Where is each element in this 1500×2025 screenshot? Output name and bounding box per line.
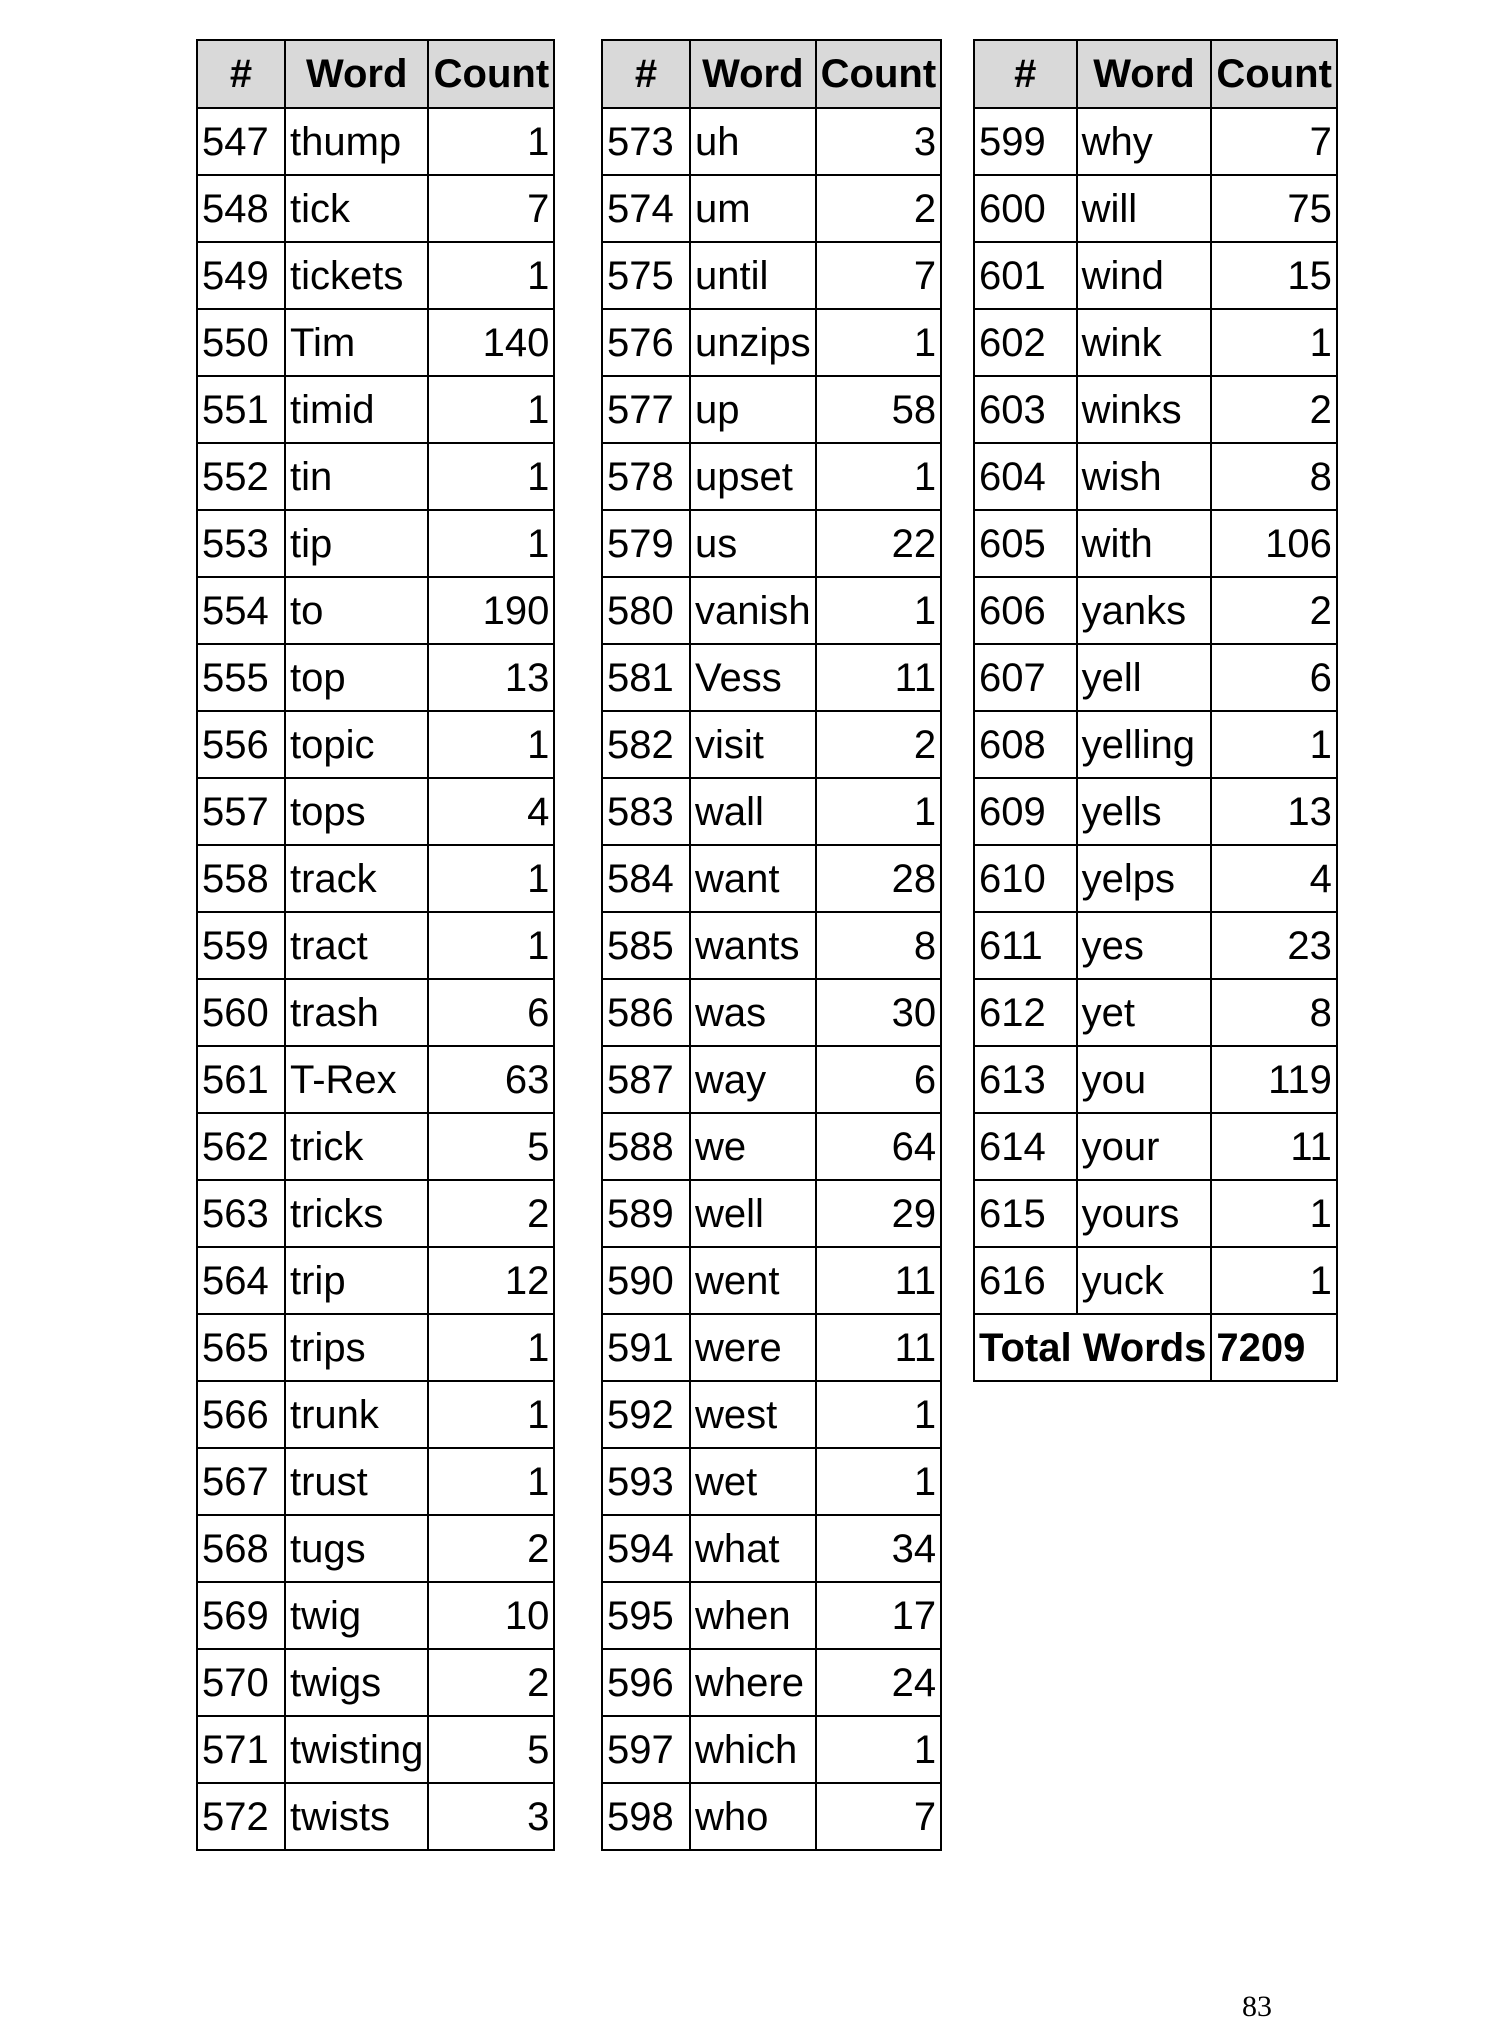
table-row (602, 443, 941, 510)
row-number: 590 (602, 1247, 690, 1314)
row-word: wind (1077, 242, 1212, 309)
row-word: were (690, 1314, 816, 1381)
row-word: trust (285, 1448, 428, 1515)
row-word: trunk (285, 1381, 428, 1448)
row-count: 1 (1211, 309, 1337, 376)
row-word: upset (690, 443, 816, 510)
table-row (974, 510, 1337, 577)
row-number: 608 (974, 711, 1077, 778)
row-number: 550 (197, 309, 285, 376)
total-value: 7209 (1211, 1314, 1337, 1381)
table-row (602, 1783, 941, 1850)
row-count: 11 (1211, 1113, 1337, 1180)
row-number: 555 (197, 644, 285, 711)
row-number: 594 (602, 1515, 690, 1582)
row-word: tickets (285, 242, 428, 309)
row-word: will (1077, 175, 1212, 242)
row-word: uh (690, 108, 816, 175)
row-count: 119 (1211, 1046, 1337, 1113)
row-word: top (285, 644, 428, 711)
row-count: 23 (1211, 912, 1337, 979)
row-word: tick (285, 175, 428, 242)
row-word: wink (1077, 309, 1212, 376)
row-count: 5 (428, 1113, 554, 1180)
row-word: trips (285, 1314, 428, 1381)
row-word: wish (1077, 443, 1212, 510)
table-row (602, 376, 941, 443)
row-number: 553 (197, 510, 285, 577)
row-word: which (690, 1716, 816, 1783)
row-count: 1 (428, 1448, 554, 1515)
row-count: 1 (428, 711, 554, 778)
row-word: Vess (690, 644, 816, 711)
table-row (197, 1180, 554, 1247)
table-header-row (197, 40, 554, 108)
row-word: yells (1077, 778, 1212, 845)
row-count: 10 (428, 1582, 554, 1649)
row-number: 584 (602, 845, 690, 912)
row-count: 2 (428, 1515, 554, 1582)
table-row (974, 376, 1337, 443)
row-word: twigs (285, 1649, 428, 1716)
row-word: unzips (690, 309, 816, 376)
row-count: 5 (428, 1716, 554, 1783)
table-row (602, 1046, 941, 1113)
row-count: 1 (816, 309, 942, 376)
table-row (602, 845, 941, 912)
row-word: track (285, 845, 428, 912)
row-number: 549 (197, 242, 285, 309)
row-number: 595 (602, 1582, 690, 1649)
row-number: 613 (974, 1046, 1077, 1113)
row-word: winks (1077, 376, 1212, 443)
total-label: Total Words (974, 1314, 1211, 1381)
row-number: 602 (974, 309, 1077, 376)
row-number: 588 (602, 1113, 690, 1180)
row-number: 586 (602, 979, 690, 1046)
table-row (974, 108, 1337, 175)
row-count: 106 (1211, 510, 1337, 577)
row-number: 593 (602, 1448, 690, 1515)
row-number: 591 (602, 1314, 690, 1381)
row-word: way (690, 1046, 816, 1113)
table-row (602, 175, 941, 242)
row-count: 34 (816, 1515, 942, 1582)
row-count: 6 (428, 979, 554, 1046)
row-word: your (1077, 1113, 1212, 1180)
row-number: 567 (197, 1448, 285, 1515)
row-count: 2 (1211, 376, 1337, 443)
row-count: 8 (1211, 979, 1337, 1046)
header-word: Word (285, 40, 428, 108)
row-count: 2 (428, 1649, 554, 1716)
row-word: yuck (1077, 1247, 1212, 1314)
row-count: 13 (1211, 778, 1337, 845)
table-row (602, 1716, 941, 1783)
row-count: 1 (816, 1381, 942, 1448)
row-count: 28 (816, 845, 942, 912)
table-row (197, 845, 554, 912)
row-number: 577 (602, 376, 690, 443)
row-count: 3 (428, 1783, 554, 1850)
row-count: 140 (428, 309, 554, 376)
row-number: 573 (602, 108, 690, 175)
table-row (197, 108, 554, 175)
row-word: until (690, 242, 816, 309)
row-count: 1 (428, 242, 554, 309)
row-word: twig (285, 1582, 428, 1649)
row-number: 551 (197, 376, 285, 443)
row-word: where (690, 1649, 816, 1716)
table-row (197, 979, 554, 1046)
row-count: 1 (816, 577, 942, 644)
row-number: 560 (197, 979, 285, 1046)
table-row (602, 1247, 941, 1314)
row-word: who (690, 1783, 816, 1850)
row-word: to (285, 577, 428, 644)
row-word: with (1077, 510, 1212, 577)
row-count: 12 (428, 1247, 554, 1314)
row-count: 11 (816, 644, 942, 711)
row-word: thump (285, 108, 428, 175)
row-count: 1 (1211, 711, 1337, 778)
row-count: 22 (816, 510, 942, 577)
row-number: 592 (602, 1381, 690, 1448)
row-count: 1 (428, 1381, 554, 1448)
row-count: 17 (816, 1582, 942, 1649)
row-number: 561 (197, 1046, 285, 1113)
table-row (197, 1113, 554, 1180)
table-row (602, 1515, 941, 1582)
row-word: you (1077, 1046, 1212, 1113)
row-number: 582 (602, 711, 690, 778)
table-row (197, 1582, 554, 1649)
row-count: 30 (816, 979, 942, 1046)
row-number: 572 (197, 1783, 285, 1850)
row-number: 604 (974, 443, 1077, 510)
row-count: 1 (428, 443, 554, 510)
row-count: 1 (816, 443, 942, 510)
table-row (974, 778, 1337, 845)
header-number: # (602, 40, 690, 108)
table-row (197, 644, 554, 711)
table-row (602, 510, 941, 577)
row-word: timid (285, 376, 428, 443)
word-count-table-2 (601, 39, 942, 1851)
row-word: up (690, 376, 816, 443)
row-count: 63 (428, 1046, 554, 1113)
table-row (974, 845, 1337, 912)
header-number: # (974, 40, 1077, 108)
word-count-table-3 (973, 39, 1338, 1382)
row-word: went (690, 1247, 816, 1314)
row-word: yes (1077, 912, 1212, 979)
word-count-table-1 (196, 39, 555, 1851)
row-word: yelps (1077, 845, 1212, 912)
row-word: was (690, 979, 816, 1046)
row-count: 1 (428, 376, 554, 443)
row-number: 554 (197, 577, 285, 644)
row-number: 607 (974, 644, 1077, 711)
row-number: 597 (602, 1716, 690, 1783)
row-word: why (1077, 108, 1212, 175)
row-number: 563 (197, 1180, 285, 1247)
row-number: 547 (197, 108, 285, 175)
row-number: 571 (197, 1716, 285, 1783)
row-number: 615 (974, 1180, 1077, 1247)
row-count: 1 (428, 108, 554, 175)
table-row (197, 376, 554, 443)
row-count: 3 (816, 108, 942, 175)
table-row (974, 1113, 1337, 1180)
row-word: wall (690, 778, 816, 845)
table-row (197, 1783, 554, 1850)
total-row (974, 1314, 1337, 1381)
table-row (602, 979, 941, 1046)
row-word: yelling (1077, 711, 1212, 778)
row-word: wet (690, 1448, 816, 1515)
row-word: tricks (285, 1180, 428, 1247)
row-number: 564 (197, 1247, 285, 1314)
row-number: 589 (602, 1180, 690, 1247)
row-word: yet (1077, 979, 1212, 1046)
row-word: Tim (285, 309, 428, 376)
row-number: 585 (602, 912, 690, 979)
row-word: vanish (690, 577, 816, 644)
table-row (197, 577, 554, 644)
table-row (974, 1046, 1337, 1113)
table-row (197, 711, 554, 778)
row-count: 7 (428, 175, 554, 242)
table-row (197, 443, 554, 510)
row-number: 548 (197, 175, 285, 242)
row-count: 1 (816, 1716, 942, 1783)
row-number: 557 (197, 778, 285, 845)
page-number: 83 (1242, 1990, 1272, 2023)
row-number: 570 (197, 1649, 285, 1716)
table-row (197, 1046, 554, 1113)
table-row (197, 175, 554, 242)
row-word: um (690, 175, 816, 242)
table-row (197, 912, 554, 979)
row-number: 614 (974, 1113, 1077, 1180)
row-number: 583 (602, 778, 690, 845)
header-count: Count (1211, 40, 1337, 108)
row-number: 601 (974, 242, 1077, 309)
table-row (602, 1314, 941, 1381)
row-number: 559 (197, 912, 285, 979)
row-count: 13 (428, 644, 554, 711)
row-count: 58 (816, 376, 942, 443)
row-word: yours (1077, 1180, 1212, 1247)
row-count: 4 (428, 778, 554, 845)
table-row (602, 1448, 941, 1515)
table-row (974, 979, 1337, 1046)
row-count: 1 (428, 510, 554, 577)
row-number: 611 (974, 912, 1077, 979)
table-row (602, 242, 941, 309)
row-count: 29 (816, 1180, 942, 1247)
table-row (974, 912, 1337, 979)
table-row (197, 1314, 554, 1381)
table-row (974, 577, 1337, 644)
header-count: Count (428, 40, 554, 108)
table-row (197, 510, 554, 577)
row-count: 2 (428, 1180, 554, 1247)
row-word: well (690, 1180, 816, 1247)
row-count: 4 (1211, 845, 1337, 912)
row-word: yell (1077, 644, 1212, 711)
row-number: 599 (974, 108, 1077, 175)
row-word: yanks (1077, 577, 1212, 644)
table-header-row (974, 40, 1337, 108)
row-count: 8 (816, 912, 942, 979)
row-count: 8 (1211, 443, 1337, 510)
row-word: visit (690, 711, 816, 778)
row-number: 581 (602, 644, 690, 711)
row-word: want (690, 845, 816, 912)
table-row (197, 242, 554, 309)
row-number: 605 (974, 510, 1077, 577)
row-number: 587 (602, 1046, 690, 1113)
row-number: 566 (197, 1381, 285, 1448)
table-row (197, 1247, 554, 1314)
row-word: west (690, 1381, 816, 1448)
header-word: Word (690, 40, 816, 108)
row-word: trip (285, 1247, 428, 1314)
row-word: T-Rex (285, 1046, 428, 1113)
row-count: 7 (816, 242, 942, 309)
row-count: 24 (816, 1649, 942, 1716)
row-count: 2 (816, 175, 942, 242)
row-number: 556 (197, 711, 285, 778)
row-count: 64 (816, 1113, 942, 1180)
row-count: 190 (428, 577, 554, 644)
table-row (602, 1582, 941, 1649)
row-number: 576 (602, 309, 690, 376)
header-count: Count (816, 40, 942, 108)
table-row (602, 577, 941, 644)
row-count: 7 (1211, 108, 1337, 175)
row-number: 600 (974, 175, 1077, 242)
row-number: 579 (602, 510, 690, 577)
header-word: Word (1077, 40, 1212, 108)
row-count: 2 (816, 711, 942, 778)
table-row (974, 1247, 1337, 1314)
row-count: 1 (428, 845, 554, 912)
table-row (602, 108, 941, 175)
table-row (602, 912, 941, 979)
row-word: tugs (285, 1515, 428, 1582)
table-row (602, 778, 941, 845)
table-row (197, 1381, 554, 1448)
row-number: 568 (197, 1515, 285, 1582)
row-number: 612 (974, 979, 1077, 1046)
row-word: trash (285, 979, 428, 1046)
table-row (602, 1180, 941, 1247)
row-count: 15 (1211, 242, 1337, 309)
row-word: trick (285, 1113, 428, 1180)
table-row (974, 711, 1337, 778)
row-number: 580 (602, 577, 690, 644)
row-word: tract (285, 912, 428, 979)
header-number: # (197, 40, 285, 108)
row-word: twists (285, 1783, 428, 1850)
table-row (197, 778, 554, 845)
table-row (602, 711, 941, 778)
row-count: 1 (816, 778, 942, 845)
row-number: 569 (197, 1582, 285, 1649)
row-count: 1 (816, 1448, 942, 1515)
table-row (197, 1448, 554, 1515)
row-count: 1 (428, 912, 554, 979)
table-header-row (602, 40, 941, 108)
table-row (974, 309, 1337, 376)
table-row (602, 644, 941, 711)
row-count: 75 (1211, 175, 1337, 242)
table-row (974, 242, 1337, 309)
row-word: tops (285, 778, 428, 845)
table-row (197, 1716, 554, 1783)
row-number: 603 (974, 376, 1077, 443)
row-word: topic (285, 711, 428, 778)
row-number: 565 (197, 1314, 285, 1381)
row-number: 578 (602, 443, 690, 510)
row-word: twisting (285, 1716, 428, 1783)
table-row (974, 443, 1337, 510)
row-word: wants (690, 912, 816, 979)
row-count: 6 (816, 1046, 942, 1113)
row-word: tin (285, 443, 428, 510)
table-row (974, 175, 1337, 242)
table-row (602, 1649, 941, 1716)
table-row (974, 644, 1337, 711)
row-number: 558 (197, 845, 285, 912)
row-number: 616 (974, 1247, 1077, 1314)
row-count: 7 (816, 1783, 942, 1850)
row-count: 1 (1211, 1180, 1337, 1247)
row-number: 552 (197, 443, 285, 510)
row-count: 11 (816, 1314, 942, 1381)
table-row (974, 1180, 1337, 1247)
table-row (602, 1113, 941, 1180)
row-number: 606 (974, 577, 1077, 644)
row-number: 596 (602, 1649, 690, 1716)
table-row (197, 1515, 554, 1582)
row-number: 609 (974, 778, 1077, 845)
row-count: 11 (816, 1247, 942, 1314)
row-count: 6 (1211, 644, 1337, 711)
row-count: 2 (1211, 577, 1337, 644)
table-row (197, 309, 554, 376)
row-number: 598 (602, 1783, 690, 1850)
row-count: 1 (428, 1314, 554, 1381)
row-word: when (690, 1582, 816, 1649)
row-count: 1 (1211, 1247, 1337, 1314)
table-row (197, 1649, 554, 1716)
table-row (602, 309, 941, 376)
row-number: 574 (602, 175, 690, 242)
row-word: tip (285, 510, 428, 577)
row-number: 575 (602, 242, 690, 309)
row-word: we (690, 1113, 816, 1180)
row-word: what (690, 1515, 816, 1582)
row-number: 562 (197, 1113, 285, 1180)
row-word: us (690, 510, 816, 577)
table-row (602, 1381, 941, 1448)
row-number: 610 (974, 845, 1077, 912)
